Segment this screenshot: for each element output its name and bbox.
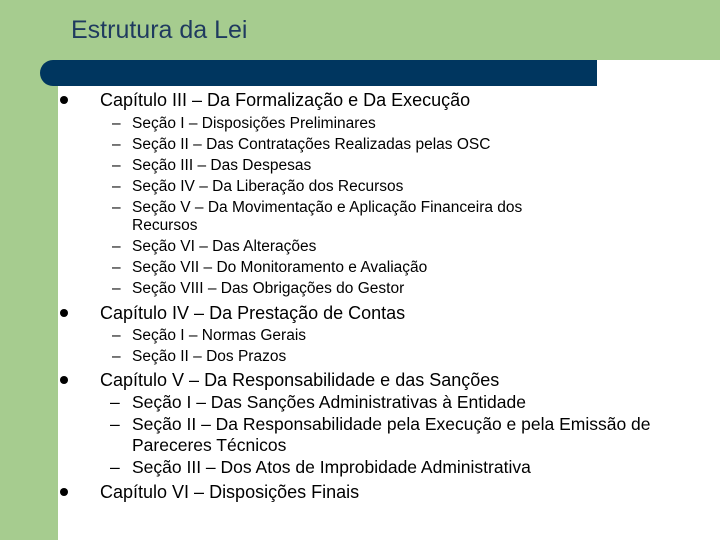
section-item: [60, 414, 672, 456]
section-label: Seção I – Disposições Preliminares: [132, 115, 376, 132]
section-item: [60, 327, 700, 345]
dash-icon: –: [110, 414, 120, 434]
dash-icon: –: [112, 348, 121, 365]
slide-title: Estrutura da Lei: [71, 16, 248, 44]
section-label: Seção III – Das Despesas: [132, 157, 312, 174]
dash-icon: –: [112, 327, 121, 344]
chapter-item: [60, 302, 700, 324]
bullet-icon: [60, 309, 68, 317]
dash-icon: –: [112, 178, 121, 195]
bullet-icon: [60, 376, 68, 384]
section-item: [60, 115, 700, 133]
dash-icon: –: [112, 238, 121, 255]
section-item: [60, 178, 700, 196]
dash-icon: –: [110, 392, 120, 412]
section-label: Seção II – Da Responsabilidade pela Execução e pela Emissão de Pareceres Técnicos: [132, 414, 651, 455]
section-label: Seção II – Das Contratações Realizadas pelas OSC: [132, 136, 491, 153]
bullet-icon: [60, 96, 68, 104]
section-item: [60, 136, 700, 154]
dash-icon: –: [110, 457, 120, 477]
section-label: Seção I – Das Sanções Administrativas à Entidade: [132, 392, 526, 412]
section-label: Seção VIII – Das Obrigações do Gestor: [132, 280, 405, 297]
section-item: [60, 348, 700, 366]
section-item: [60, 457, 700, 478]
dash-icon: –: [112, 199, 121, 216]
outline-list: [60, 89, 700, 503]
section-item: [60, 199, 582, 235]
section-label: Seção IV – Da Liberação dos Recursos: [132, 178, 404, 195]
section-item: [60, 280, 700, 298]
section-item: [60, 259, 700, 277]
chapter-label: Capítulo IV – Da Prestação de Contas: [100, 303, 406, 323]
section-item: [60, 238, 700, 256]
bullet-icon: [60, 488, 68, 496]
section-item: [60, 157, 700, 175]
title-underline-bar: [40, 60, 597, 86]
dash-icon: –: [112, 136, 121, 153]
dash-icon: –: [112, 157, 121, 174]
section-label: Seção I – Normas Gerais: [132, 327, 307, 344]
chapter-label: Capítulo VI – Disposições Finais: [100, 482, 360, 502]
section-item: [60, 392, 700, 413]
chapter-item: [60, 89, 700, 111]
dash-icon: –: [112, 115, 121, 132]
section-label: Seção VII – Do Monitoramento e Avaliação: [132, 259, 428, 276]
dash-icon: –: [112, 259, 121, 276]
chapter-label: Capítulo V – Da Responsabilidade e das Sanções: [100, 370, 500, 390]
section-label: Seção II – Dos Prazos: [132, 348, 287, 365]
section-label: Seção VI – Das Alterações: [132, 238, 317, 255]
chapter-item: [60, 481, 700, 503]
section-label: Seção V – Da Movimentação e Aplicação Financeira dos Recursos: [132, 199, 523, 234]
chapter-label: Capítulo III – Da Formalização e Da Execução: [100, 90, 471, 110]
dash-icon: –: [112, 280, 121, 297]
chapter-item: [60, 369, 700, 391]
section-label: Seção III – Dos Atos de Improbidade Administrativa: [132, 457, 531, 477]
